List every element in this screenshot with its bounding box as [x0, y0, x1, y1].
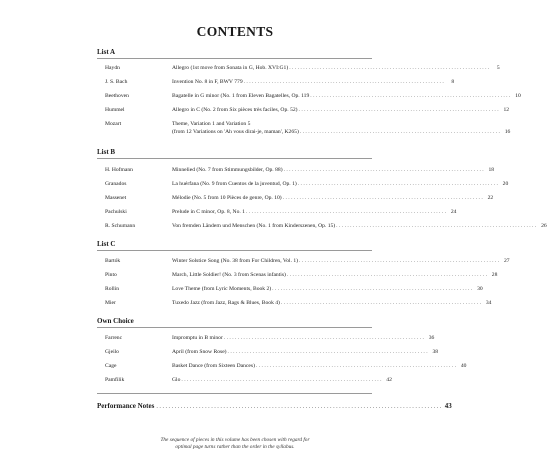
entry-page: 20	[502, 181, 509, 187]
dot-leader: ........................................................................	[280, 300, 483, 306]
entry-composer: Mier	[105, 300, 116, 306]
entry-piece: Basket Dance (from Sixteen Dances)	[172, 363, 255, 369]
entry-piece: Minnelied (No. 7 from Stimmungsbilder, Op. 88)	[172, 167, 283, 173]
entry-composer: Cage	[105, 363, 117, 369]
entry-composer: Farrenc	[105, 335, 123, 341]
dot-leader: ........................................................................	[299, 258, 501, 264]
entry-piece: April (from Snow Rose)	[172, 349, 227, 355]
performance-notes-page: 43	[444, 402, 452, 410]
section-divider	[97, 393, 372, 394]
dot-leader: ........................................................................	[227, 349, 430, 355]
dot-leader: ........................................................................	[255, 363, 458, 369]
section-divider	[97, 158, 372, 159]
entry-piece: Invention No. 8 in F, BWV 779	[172, 79, 243, 85]
entry-page: 12	[503, 107, 510, 113]
entry-page: 24	[450, 209, 457, 215]
dot-leader: ........................................................................	[286, 272, 489, 278]
dot-leader: ........................................................................	[223, 335, 426, 341]
entry-piece: Prelude in C minor, Op. 8, No. 1	[172, 209, 245, 215]
entry-page: 42	[386, 377, 392, 383]
entry-composer: H. Hofmann	[105, 167, 133, 173]
entry-piece: Allegro in C (No. 2 from Six pièces très faciles, Op. 52)	[172, 107, 298, 113]
entry-composer: Granados	[105, 181, 127, 187]
dot-leader: ..............................................................................................	[156, 403, 443, 410]
entry-piece: Von fremden Ländern und Menschen (No. 1 from Kinderszenen, Op. 15)	[172, 223, 336, 229]
entry-composer: Pinto	[105, 272, 117, 278]
entry-piece: Mélodie (No. 5 from 10 Pièces de genre, Op. 10)	[172, 195, 282, 201]
entry-page: 5	[496, 65, 500, 71]
entry-piece: La huérfana (No. 9 from Cuentos de la juventud, Op. 1)	[172, 181, 297, 187]
section-heading-list-a: List A	[97, 48, 116, 56]
entry-composer: J. S. Bach	[105, 79, 128, 85]
footnote-line-1: The sequence of pieces in this volume has been chosen with regard for	[160, 437, 310, 443]
entry-composer: Bartók	[105, 258, 121, 264]
section-heading-list-c: List C	[97, 240, 116, 248]
entry-piece: Love Theme (from Lyric Moments, Book 2)	[172, 286, 272, 292]
entry-page: 40	[460, 363, 467, 369]
dot-leader: ........................................................................	[181, 377, 383, 383]
entry-composer: Pamfilik	[105, 377, 125, 383]
dot-leader: ........................................................................	[289, 65, 491, 71]
section-divider	[97, 327, 372, 328]
performance-notes-label: Performance Notes	[97, 402, 155, 410]
entry-composer: Mozart	[105, 121, 122, 127]
entry-piece: March, Little Soldier! (No. 3 from Scenas infantis)	[172, 272, 286, 278]
dot-leader: ........................................................................	[282, 195, 485, 201]
dot-leader: ........................................................................	[310, 93, 512, 99]
entry-piece-source: (from 12 Variations on 'Ah vous dirai-je, maman', K265)	[172, 129, 299, 135]
dot-leader: ........................................................................	[298, 107, 501, 113]
entry-composer: R. Schumann	[105, 223, 136, 229]
entry-composer: Massenet	[105, 195, 127, 201]
entry-piece: Allegro (1st move from Sonata in G, Hob. XVI:G1)	[172, 65, 289, 71]
footnote	[0, 437, 470, 451]
entry-page: 18	[488, 167, 495, 173]
entry-piece: Bagatelle in G minor (No. 1 from Eleven Bagatelles, Op. 119	[172, 93, 310, 99]
entry-composer: Hummel	[105, 107, 125, 113]
dot-leader: ........................................................................	[243, 79, 446, 85]
section-divider	[97, 58, 372, 59]
entry-page: 16	[504, 129, 511, 135]
dot-leader: ........................................................................	[245, 209, 448, 215]
dot-leader: ........................................................................	[272, 286, 474, 292]
entry-page: 10	[515, 93, 521, 99]
performance-notes-entry[interactable]	[97, 402, 452, 410]
entry-page: 38	[432, 349, 439, 355]
dot-leader: ........................................................................	[297, 181, 500, 187]
dot-leader: ........................................................................	[336, 223, 538, 229]
entry-composer: Beethoven	[105, 93, 129, 99]
dot-leader: ........................................................................	[299, 129, 502, 135]
page-title: CONTENTS	[196, 24, 274, 39]
entry-page: 30	[477, 286, 483, 292]
entry-page: 34	[485, 300, 492, 306]
entry-page: 8	[451, 79, 455, 85]
entry-composer: Pachulski	[105, 209, 127, 215]
entry-piece: Theme, Variation 1 and Variation 5	[172, 121, 251, 127]
entry-page: 36	[428, 335, 435, 341]
entry-page: 27	[503, 258, 510, 264]
entry-page: 28	[491, 272, 498, 278]
entry-piece: Winter Solstice Song (No. 38 from For Children, Vol. 1)	[172, 258, 299, 264]
dot-leader: ........................................................................	[283, 167, 486, 173]
entry-piece: Tuxedo Jazz (from Jazz, Rags & Blues, Book 4)	[172, 300, 280, 306]
section-heading-list-b: List B	[97, 148, 116, 156]
entry-composer: Haydn	[105, 65, 120, 71]
footnote-line-2: optimal page turns rather than the order in the syllabus.	[175, 444, 295, 450]
entry-composer: Rollin	[105, 286, 119, 292]
entry-page: 26	[541, 223, 547, 229]
section-divider	[97, 250, 372, 251]
entry-page: 22	[487, 195, 494, 201]
section-heading-own-choice: Own Choice	[97, 317, 134, 325]
entry-composer: Gjeilo	[105, 349, 119, 355]
entry-piece: Glo	[172, 377, 181, 383]
entry-piece: Impromptu in B minor	[172, 335, 223, 341]
